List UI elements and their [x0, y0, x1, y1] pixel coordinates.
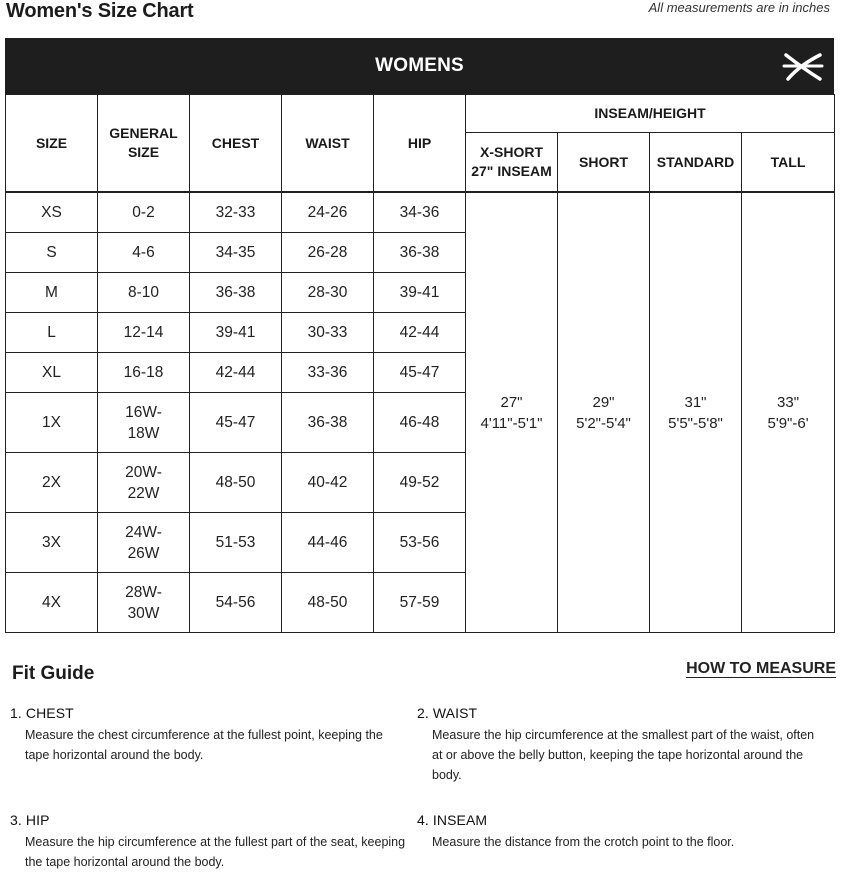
cell-size: 3X [6, 513, 98, 573]
cell-hip: 49-52 [374, 453, 466, 513]
standard-height: 5'5"-5'8" [668, 414, 723, 432]
cell-waist: 28-30 [282, 273, 374, 313]
cell-size: 1X [6, 393, 98, 453]
xshort-height: 4'11"-5'1" [480, 414, 543, 432]
short-inseam: 29" [592, 393, 615, 411]
cell-general: 16-18 [98, 353, 190, 393]
guide-waist [417, 705, 817, 785]
cell-general-line2: 22W [127, 484, 160, 502]
table-banner [5, 38, 834, 94]
tall-height: 5'9"-6' [767, 414, 809, 432]
cell-general [98, 573, 190, 633]
guide-chest [10, 705, 410, 765]
cell-general: 4-6 [98, 233, 190, 273]
cell-waist: 40-42 [282, 453, 374, 513]
cell-waist: 36-38 [282, 393, 374, 453]
guide-heading: 4. INSEAM [417, 812, 488, 828]
cell-hip: 34-36 [374, 192, 466, 233]
cell-size: XL [6, 353, 98, 393]
cell-general: 8-10 [98, 273, 190, 313]
col-inseam-height: INSEAM/HEIGHT [466, 95, 835, 133]
guide-text: Measure the distance from the crotch point to the floor. [432, 835, 735, 849]
cell-chest: 36-38 [190, 273, 282, 313]
cell-size: 4X [6, 573, 98, 633]
cell-general-line2: 30W [127, 604, 160, 622]
size-table [5, 94, 835, 633]
cell-hip: 36-38 [374, 233, 466, 273]
cell-hip: 46-48 [374, 393, 466, 453]
cell-general: 12-14 [98, 313, 190, 353]
guide-heading: 3. HIP [10, 812, 50, 828]
cell-general-line1: 28W- [125, 583, 162, 601]
size-chart [5, 38, 834, 633]
cell-waist: 48-50 [282, 573, 374, 633]
cell-waist: 44-46 [282, 513, 374, 573]
guide-text: Measure the hip circumference at the fullest part of the seat, keeping the tape horizontal around the body. [25, 835, 406, 869]
cell-xshort [466, 192, 558, 633]
cell-waist: 26-28 [282, 233, 374, 273]
cell-chest: 48-50 [190, 453, 282, 513]
col-xshort-line2: 27" INSEAM [471, 163, 552, 179]
cell-chest: 54-56 [190, 573, 282, 633]
cell-chest: 45-47 [190, 393, 282, 453]
short-height: 5'2"-5'4" [576, 414, 631, 432]
cell-short [558, 192, 650, 633]
cell-chest: 34-35 [190, 233, 282, 273]
col-xshort [466, 133, 558, 193]
cell-general [98, 393, 190, 453]
brand-logo-icon [782, 49, 824, 83]
guide-heading: 1. CHEST [10, 705, 74, 721]
col-standard: STANDARD [650, 133, 742, 193]
cell-general-line2: 18W [127, 424, 160, 442]
cell-size: XS [6, 192, 98, 233]
cell-size: M [6, 273, 98, 313]
cell-chest: 39-41 [190, 313, 282, 353]
cell-size: 2X [6, 453, 98, 513]
col-tall: TALL [742, 133, 835, 193]
measurement-note: All measurements are in inches [648, 0, 830, 15]
cell-general-line1: 20W- [125, 463, 162, 481]
col-waist: WAIST [282, 95, 374, 193]
page-title: Women's Size Chart [6, 0, 194, 22]
how-to-measure-link[interactable]: HOW TO MEASURE [686, 660, 836, 677]
guide-text: Measure the hip circumference at the smallest part of the waist, often at or above the belly button, keeping the tape horizontal around the body. [432, 728, 815, 782]
cell-hip: 57-59 [374, 573, 466, 633]
cell-standard [650, 192, 742, 633]
table-row [6, 192, 835, 233]
cell-general [98, 513, 190, 573]
col-hip: HIP [374, 95, 466, 193]
cell-chest: 51-53 [190, 513, 282, 573]
standard-inseam: 31" [684, 393, 707, 411]
cell-waist: 33-36 [282, 353, 374, 393]
cell-chest: 32-33 [190, 192, 282, 233]
cell-general-line1: 16W- [125, 403, 162, 421]
cell-size: S [6, 233, 98, 273]
col-general-line1: GENERAL [109, 125, 178, 141]
cell-general [98, 453, 190, 513]
cell-size: L [6, 313, 98, 353]
cell-hip: 45-47 [374, 353, 466, 393]
guide-heading: 2. WAIST [417, 705, 478, 721]
col-size: SIZE [6, 95, 98, 193]
cell-hip: 53-56 [374, 513, 466, 573]
col-short: SHORT [558, 133, 650, 193]
fit-guide-title: Fit Guide [12, 663, 95, 684]
cell-chest: 42-44 [190, 353, 282, 393]
cell-general-line2: 26W [127, 544, 160, 562]
cell-waist: 24-26 [282, 192, 374, 233]
cell-tall [742, 192, 835, 633]
cell-hip: 42-44 [374, 313, 466, 353]
cell-hip: 39-41 [374, 273, 466, 313]
guide-text: Measure the chest circumference at the fullest point, keeping the tape horizontal around the body. [25, 728, 383, 762]
cell-general: 0-2 [98, 192, 190, 233]
col-xshort-line1: X-SHORT [480, 144, 543, 160]
guide-hip [10, 812, 410, 872]
cell-waist: 30-33 [282, 313, 374, 353]
col-chest: CHEST [190, 95, 282, 193]
tall-inseam: 33" [777, 393, 800, 411]
cell-general-line1: 24W- [125, 523, 162, 541]
guide-inseam [417, 812, 817, 852]
banner-label: WOMENS [375, 55, 464, 76]
xshort-inseam: 27" [500, 393, 523, 411]
col-general-size [98, 95, 190, 193]
col-general-line2: SIZE [127, 144, 160, 160]
